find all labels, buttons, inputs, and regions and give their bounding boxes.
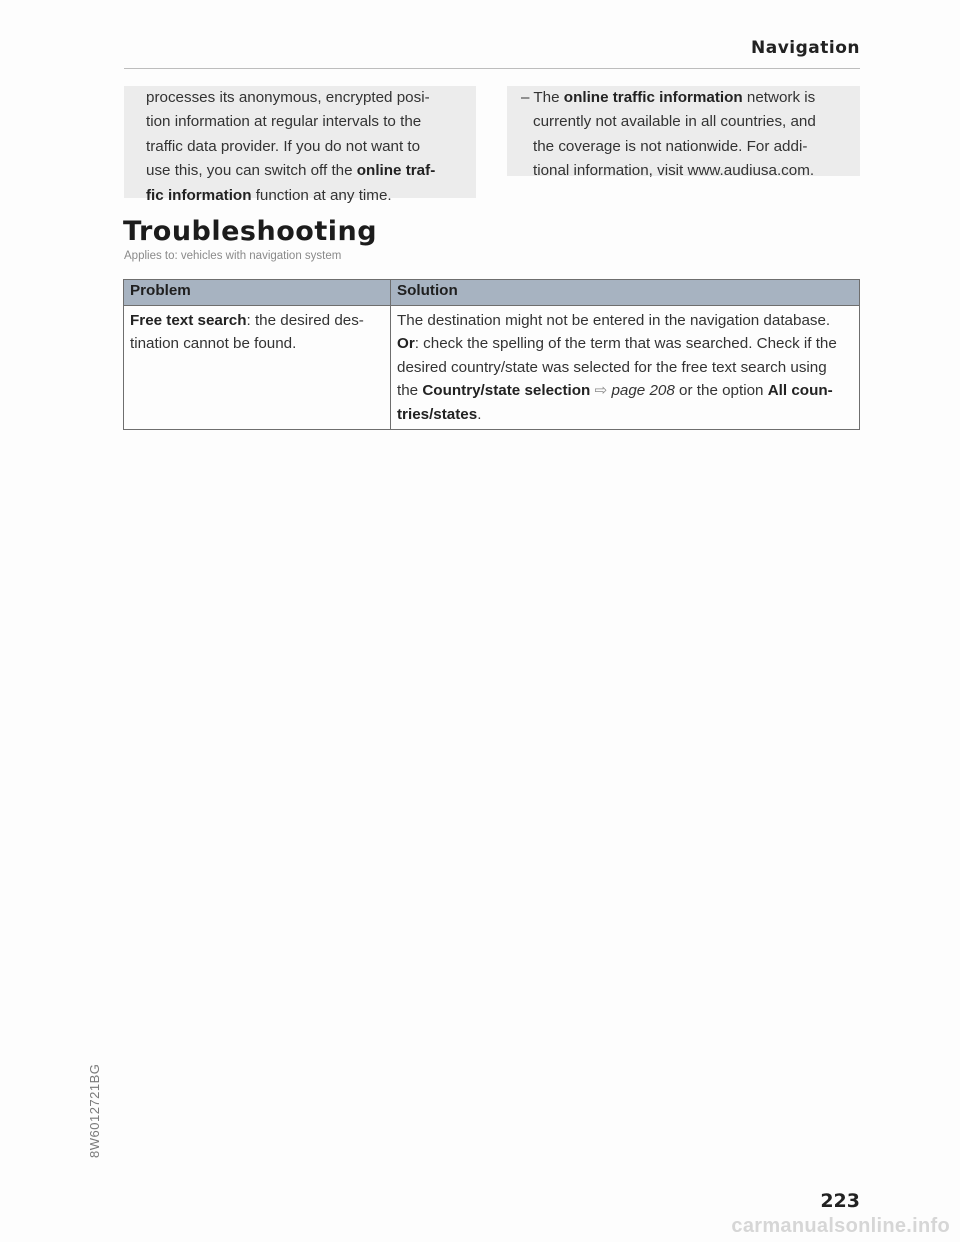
note-line: the coverage is not nationwide. For addi-: [533, 137, 808, 155]
column-header-solution: Solution: [391, 280, 860, 306]
page-reference-arrow-icon: ⇨: [590, 382, 612, 400]
solution-term: Or: [397, 335, 415, 353]
note-term: online traffic information: [563, 89, 743, 106]
table-header-row: [124, 280, 860, 306]
note-line: tion information at regular intervals to the: [146, 113, 422, 131]
cell-line: tination cannot be found.: [130, 335, 297, 353]
running-header: Navigation: [751, 38, 860, 58]
traffic-note-box: [507, 86, 860, 180]
cell-line: [397, 403, 853, 426]
note-term: fic information: [146, 186, 252, 204]
note-line: [146, 159, 476, 183]
cell-line: [130, 309, 384, 332]
page-number: 223: [820, 1190, 860, 1212]
cell-text: : the desired des-: [246, 312, 364, 329]
cell-text: the: [397, 382, 423, 400]
problem-term: Free text search: [130, 312, 247, 329]
table-row: [124, 306, 860, 430]
applies-to-note: Applies to: vehicles with navigation system: [124, 250, 342, 262]
page-reference-link[interactable]: page 208: [611, 382, 675, 400]
cell-text: or the option: [674, 382, 768, 400]
note-line: [146, 184, 476, 208]
troubleshooting-table: [123, 279, 860, 430]
note-text: use this, you can switch off the: [146, 162, 357, 180]
solution-term: tries/states: [397, 405, 478, 423]
note-text: network is: [742, 89, 816, 106]
note-line: traffic data provider. If you do not want to: [146, 137, 421, 155]
solution-cell: [391, 306, 860, 430]
header-divider: [124, 68, 860, 69]
cell-line: The destination might not be entered in the navigation database.: [397, 312, 831, 329]
note-text: function at any time.: [251, 186, 392, 204]
solution-term: Country/state selection: [422, 382, 591, 400]
note-text: – The: [521, 89, 564, 106]
cell-text: : check the spelling of the term that was searched. Check if the: [414, 335, 837, 353]
note-line: [521, 86, 860, 110]
solution-term: All coun-: [767, 382, 833, 400]
cell-line: [397, 332, 853, 355]
note-line: processes its anonymous, encrypted posi-: [146, 89, 430, 106]
document-code: 8W6012721BG: [87, 1063, 102, 1158]
cell-line: desired country/state was selected for the free text search using: [397, 358, 827, 376]
column-header-problem: Problem: [124, 280, 391, 306]
cell-line: [397, 379, 853, 402]
continued-note-box: [124, 86, 476, 204]
cell-text: .: [477, 405, 482, 423]
problem-cell: [124, 306, 391, 430]
section-title: Troubleshooting: [123, 216, 378, 247]
note-term: online traf-: [356, 162, 436, 180]
watermark: carmanualsonline.info: [731, 1215, 950, 1237]
note-line: tional information, visit www.audiusa.com.: [533, 162, 815, 180]
note-line: currently not available in all countries, and: [533, 113, 816, 131]
